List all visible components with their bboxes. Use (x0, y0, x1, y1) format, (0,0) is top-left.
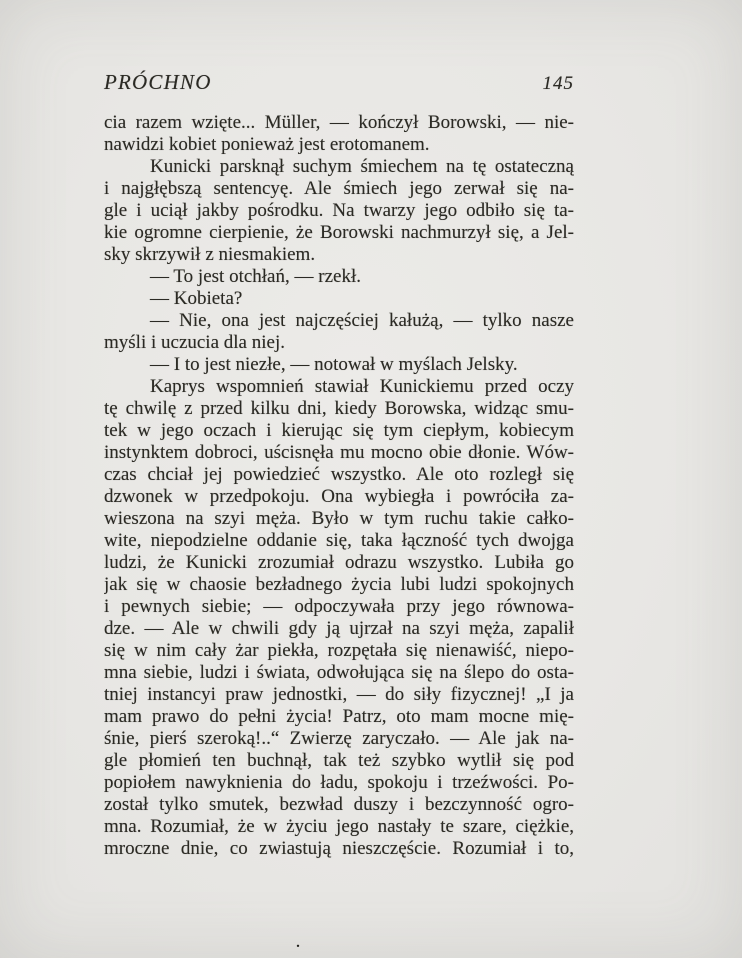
text-line: wieszona na szyi męża. Było w tym ruchu takie całko- (104, 508, 574, 529)
text-line: Kaprys wspomnień stawiał Kunickiemu przed oczy (150, 376, 574, 397)
page-header (104, 70, 574, 94)
text-line: został tylko smutek, bezwład duszy i bezczynność ogro- (104, 794, 574, 815)
text-line: cia razem wzięte... Müller, — kończył Borowski, — nie- (104, 112, 574, 133)
text-line: ludzi, że Kunicki zrozumiał odrazu wszystko. Lubiła go (104, 552, 574, 573)
text-line: sky skrzywił z niesmakiem. (104, 244, 316, 265)
text-line: śnie, pierś szeroką!..“ Zwierzę zaryczało. — Ale jak na- (104, 728, 574, 749)
text-line: mroczne dnie, co zwiastują nieszczęście. Rozumiał i to, (104, 838, 574, 859)
text-line: mna siebie, ludzi i świata, odwołująca się na ślepo do osta- (104, 662, 574, 683)
text-line: — Kobieta? (150, 288, 243, 309)
text-line: wite, niepodzielne oddanie się, taka łączność tych dwojga (104, 530, 574, 551)
text-line: nawidzi kobiet ponieważ jest erotomanem. (104, 134, 430, 155)
text-line: tę chwilę z przed kilku dni, kiedy Borowska, widząc smu- (104, 398, 574, 419)
text-line: myśli i uczucia dla niej. (104, 332, 285, 353)
text-line: mam prawo do pełni życia! Patrz, oto mam mocne mię- (104, 706, 574, 727)
text-line: tniej instancyi praw jednostki, — do siły fizycznej! „I ja (104, 684, 574, 705)
text-line: — To jest otchłań, — rzekł. (150, 266, 361, 287)
text-line: tek w jego oczach i kierując się tym ciepłym, kobiecym (104, 420, 574, 441)
text-line: popiołem nawyknienia do ładu, spokoju i trzeźwości. Po- (104, 772, 574, 793)
text-line: kie ogromne cierpienie, że Borowski nachmurzył się, a Jel- (104, 222, 574, 243)
text-line: i pewnych siebie; — odpoczywała przy jego równowa- (104, 596, 574, 617)
text-line: się w nim cały żar piekła, rozpętała się nienawiść, niepo- (104, 640, 574, 661)
text-line: i najgłębszą sentencyę. Ale śmiech jego zerwał się na- (104, 178, 574, 199)
running-title: PRÓCHNO (104, 70, 212, 94)
text-line: Kunicki parsknął suchym śmiechem na tę ostateczną (150, 156, 574, 177)
text-line: instynktem dobroci, uścisnęła mu mocno obie dłonie. Wów- (104, 442, 574, 463)
text-line: gle i uciął jakby pośrodku. Na twarzy jego odbiło się ta- (104, 200, 574, 221)
text-line: czas chciał jej powiedzieć wszystko. Ale oto rozległ się (104, 464, 574, 485)
text-line: — I to jest niezłe, — notował w myślach Jelsky. (150, 354, 518, 375)
text-line: — Nie, ona jest najczęściej kałużą, — tylko nasze (150, 310, 574, 331)
body-text (104, 112, 574, 860)
text-line: dzwonek w przedpokoju. Ona wybiegła i powróciła za- (104, 486, 574, 507)
text-line: jak się w chaosie bezładnego życia lubi ludzi spokojnych (104, 574, 574, 595)
page-number: 145 (542, 73, 574, 94)
text-line: gle płomień ten buchnął, tak też szybko wytlił się pod (104, 750, 574, 771)
printers-mark-dot: . (295, 930, 301, 952)
text-line: mna. Rozumiał, że w życiu jego nastały te szare, ciężkie, (104, 816, 574, 837)
text-line: dze. — Ale w chwili gdy ją ujrzał na szyi męża, zapalił (104, 618, 574, 639)
